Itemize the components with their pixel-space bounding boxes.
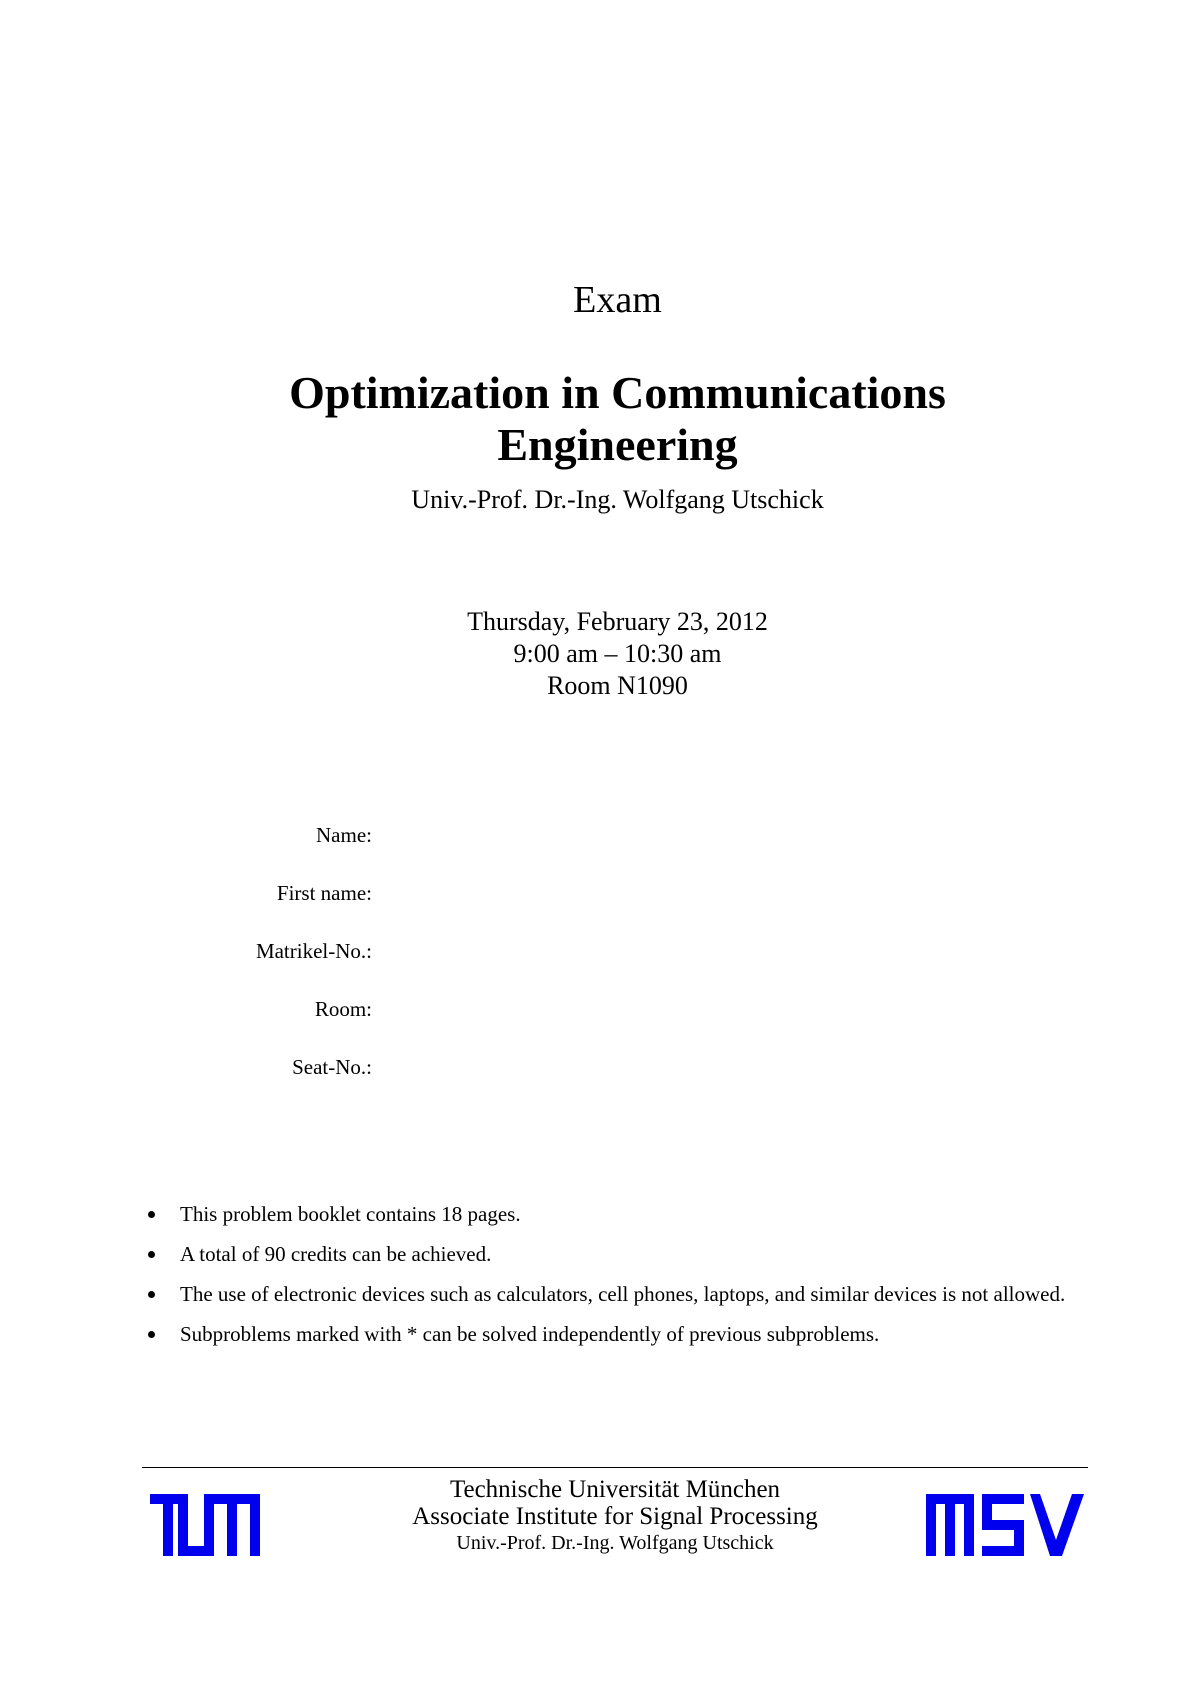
exam-title	[0, 367, 1200, 471]
exam-title-line2: Engineering	[497, 419, 738, 470]
footer-divider	[142, 1467, 1088, 1468]
list-item	[146, 1200, 1096, 1228]
exam-date: Thursday, February 23, 2012	[467, 607, 768, 636]
exam-time: 9:00 am – 10:30 am	[513, 639, 722, 668]
footer-institute: Associate Institute for Signal Processing	[412, 1503, 818, 1530]
list-item	[146, 1320, 1096, 1348]
bullet-icon	[148, 1211, 155, 1218]
field-label-name: Name:	[316, 823, 372, 847]
bullet-icon	[148, 1331, 155, 1338]
note-text: Subproblems marked with * can be solved independently of previous subproblems.	[180, 1322, 880, 1346]
field-label-first-name: First name:	[276, 881, 372, 905]
field-label-room: Room:	[314, 997, 372, 1021]
footer-institution	[300, 1476, 930, 1556]
field-label-seat-no: Seat-No.:	[292, 1055, 372, 1079]
footer-university: Technische Universität München	[449, 1476, 781, 1503]
footer-professor: Univ.-Prof. Dr.-Ing. Wolfgang Utschick	[456, 1532, 774, 1554]
tum-logo	[150, 1494, 260, 1556]
note-text: The use of electronic devices such as calculators, cell phones, laptops, and similar devices is not allowed.	[180, 1282, 1066, 1306]
exam-schedule	[0, 606, 1200, 702]
bullet-icon	[148, 1251, 155, 1258]
bullet-icon	[148, 1291, 155, 1298]
note-text: A total of 90 credits can be achieved.	[180, 1242, 492, 1266]
field-label-matrikel-no: Matrikel-No.:	[255, 939, 372, 963]
examiner-name: Univ.-Prof. Dr.-Ing. Wolfgang Utschick	[411, 485, 824, 514]
msv-logo	[926, 1494, 1084, 1556]
exam-notes-list	[146, 1200, 1096, 1360]
exam-room: Room N1090	[547, 671, 688, 700]
note-text: This problem booklet contains 18 pages.	[180, 1202, 521, 1226]
list-item	[146, 1280, 1096, 1308]
exam-label: Exam	[573, 279, 662, 321]
exam-title-line1: Optimization in Communications	[289, 367, 946, 418]
list-item	[146, 1240, 1096, 1268]
